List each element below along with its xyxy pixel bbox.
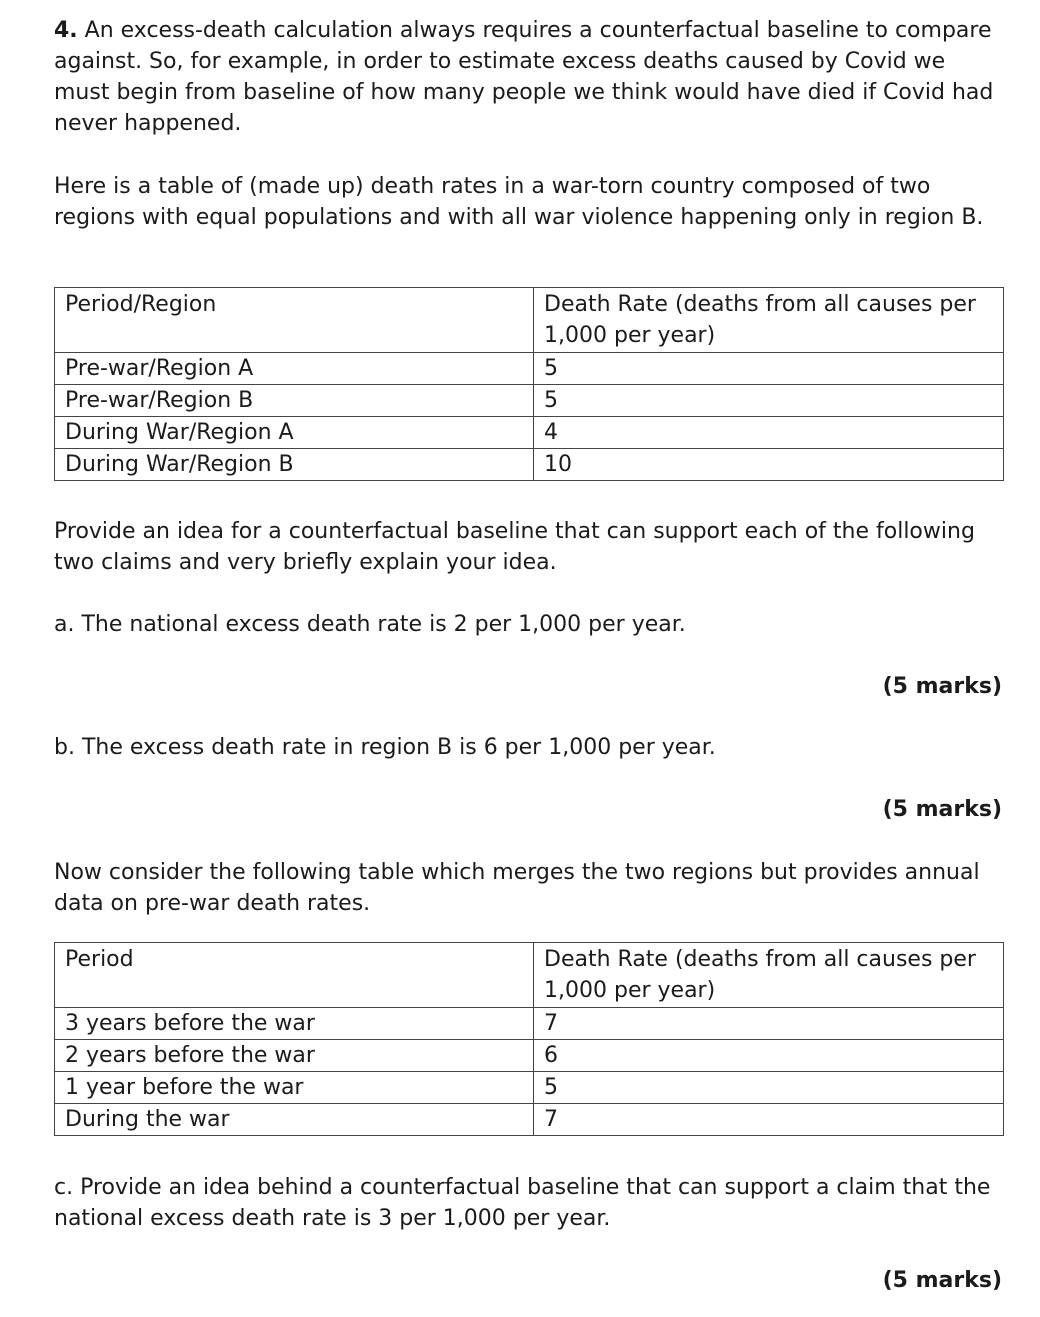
table-header-cell: Period bbox=[55, 943, 534, 1008]
death-rate-table-annual bbox=[54, 942, 1004, 1136]
part-a: a. The national excess death rate is 2 per 1,000 per year. bbox=[54, 612, 686, 637]
table-row bbox=[55, 1008, 1004, 1040]
table-cell: During the war bbox=[55, 1104, 534, 1136]
table-row bbox=[55, 417, 1004, 449]
table-cell: 4 bbox=[534, 417, 1004, 449]
table-header-cell: Death Rate (deaths from all causes per 1,000 per year) bbox=[534, 288, 1004, 353]
table-row bbox=[55, 1104, 1004, 1136]
table-cell: 3 years before the war bbox=[55, 1008, 534, 1040]
marks-b: (5 marks) bbox=[882, 797, 1002, 822]
table-row bbox=[55, 1040, 1004, 1072]
table-header-cell: Death Rate (deaths from all causes per 1,000 per year) bbox=[534, 943, 1004, 1008]
question-number: 4. bbox=[54, 18, 78, 43]
intro-paragraph bbox=[54, 15, 1004, 139]
table1-intro: Here is a table of (made up) death rates in a war-torn country composed of two regions with equal populations and with all war violence happening only in region B. bbox=[54, 174, 984, 230]
table-cell: 1 year before the war bbox=[55, 1072, 534, 1104]
table-cell: 10 bbox=[534, 449, 1004, 481]
table-cell: 5 bbox=[534, 385, 1004, 417]
table-cell: 5 bbox=[534, 353, 1004, 385]
table-header-cell: Period/Region bbox=[55, 288, 534, 353]
part-b: b. The excess death rate in region B is 6 per 1,000 per year. bbox=[54, 735, 716, 760]
table-cell: Pre-war/Region A bbox=[55, 353, 534, 385]
marks-c: (5 marks) bbox=[882, 1268, 1002, 1293]
table-row bbox=[55, 385, 1004, 417]
table2-intro: Now consider the following table which merges the two regions but provides annual data on pre-war death rates. bbox=[54, 860, 980, 916]
table-cell: 7 bbox=[534, 1008, 1004, 1040]
table-row bbox=[55, 449, 1004, 481]
table-cell: 5 bbox=[534, 1072, 1004, 1104]
death-rate-table-regions bbox=[54, 287, 1004, 481]
table-cell: During War/Region A bbox=[55, 417, 534, 449]
part-c: c. Provide an idea behind a counterfactual baseline that can support a claim that the national excess death rate is 3 per 1,000 per year. bbox=[54, 1175, 991, 1231]
marks-a: (5 marks) bbox=[882, 674, 1002, 699]
table-header-row bbox=[55, 943, 1004, 1008]
table-cell: 6 bbox=[534, 1040, 1004, 1072]
table-cell: During War/Region B bbox=[55, 449, 534, 481]
table-cell: Pre-war/Region B bbox=[55, 385, 534, 417]
table-header-row bbox=[55, 288, 1004, 353]
table-cell: 7 bbox=[534, 1104, 1004, 1136]
task-instructions: Provide an idea for a counterfactual baseline that can support each of the following two claims and very briefly explain your idea. bbox=[54, 519, 975, 575]
table-row bbox=[55, 353, 1004, 385]
intro-text: An excess-death calculation always requires a counterfactual baseline to compare against. So, for example, in order to estimate excess deaths caused by Covid we must begin from baseline of how many people we think would have died if Covid had never happened. bbox=[54, 18, 994, 136]
table-row bbox=[55, 1072, 1004, 1104]
table-cell: 2 years before the war bbox=[55, 1040, 534, 1072]
